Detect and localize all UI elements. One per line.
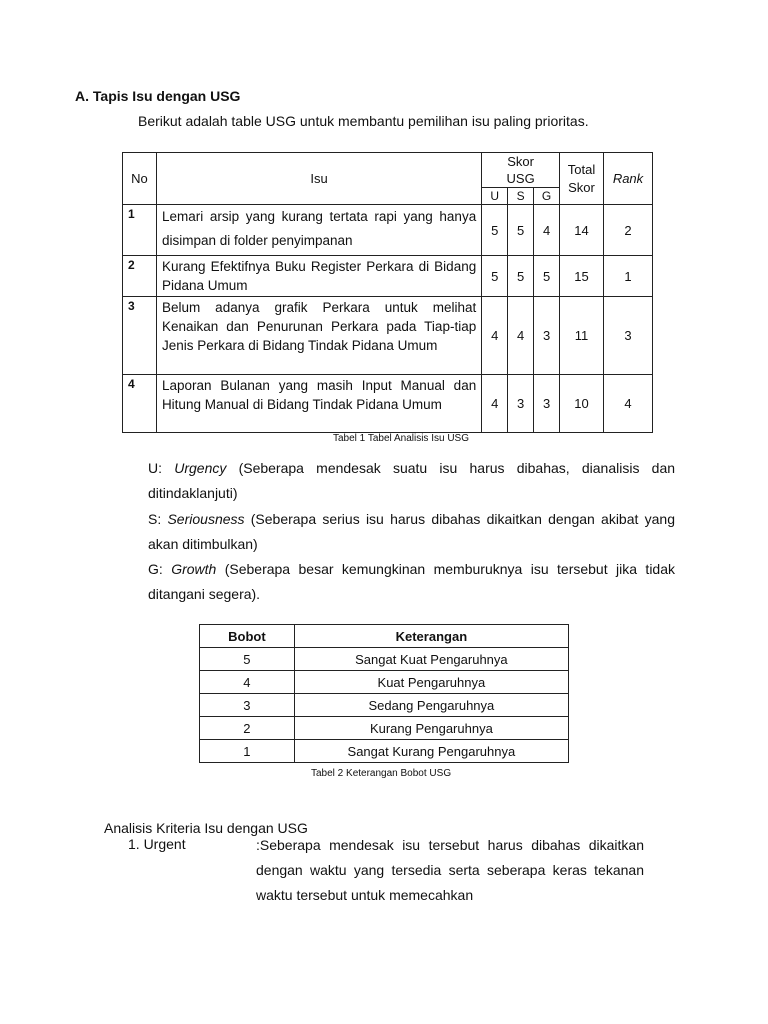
header-skor-usg-line1: Skor	[507, 154, 534, 169]
table-row	[123, 256, 653, 297]
table1-caption: Tabel 1 Tabel Analisis Isu USG	[333, 433, 470, 444]
row-u: 4	[482, 297, 508, 375]
definition-s-text: (Seberapa serius isu harus dibahas dikaitkan dengan akibat yang akan ditimbulkan)	[148, 511, 675, 552]
row-rank: 4	[603, 375, 652, 433]
header-rank	[603, 153, 652, 205]
row-u: 5	[482, 256, 508, 297]
row-rank: 3	[603, 297, 652, 375]
definition-u-term: Urgency	[174, 460, 227, 476]
header-total-line1: Total	[567, 161, 596, 177]
header-skor-usg	[482, 153, 560, 188]
analysis-item1-label: 1. Urgent	[128, 836, 186, 852]
row-u: 4	[482, 375, 508, 433]
definition-s-prefix: S:	[148, 511, 162, 527]
header-rank-text: Rank	[612, 171, 644, 186]
row-isu: Kurang Efektifnya Buku Register Perkara di Bidang Pidana Umum	[156, 256, 481, 297]
row-no: 1	[123, 205, 157, 256]
row-isu: Lemari arsip yang kurang tertata rapi yang hanya disimpan di folder penyimpanan	[156, 205, 481, 256]
row-total: 11	[560, 297, 604, 375]
table-row	[123, 205, 653, 256]
row-total: 15	[560, 256, 604, 297]
section-heading: A. Tapis Isu dengan USG	[75, 88, 241, 104]
header-bobot: Bobot	[200, 625, 295, 648]
table2-caption: Tabel 2 Keterangan Bobot USG	[311, 768, 452, 779]
row-s: 4	[508, 297, 534, 375]
keterangan-value: Sangat Kurang Pengaruhnya	[294, 740, 568, 763]
header-isu: Isu	[156, 153, 481, 205]
header-no: No	[123, 153, 157, 205]
row-s: 5	[508, 205, 534, 256]
keterangan-value: Kuat Pengaruhnya	[294, 671, 568, 694]
header-u: U	[482, 188, 508, 205]
table-row	[200, 648, 569, 671]
header-keterangan: Keterangan	[294, 625, 568, 648]
row-total: 10	[560, 375, 604, 433]
bobot-value: 3	[200, 694, 295, 717]
bobot-value: 5	[200, 648, 295, 671]
row-s: 3	[508, 375, 534, 433]
row-isu: Belum adanya grafik Perkara untuk melihat Kenaikan dan Penurunan Perkara pada Tiap-tiap Jenis Perkara di Bidang Tindak Pidana Umum	[156, 297, 481, 375]
table-row	[200, 740, 569, 763]
header-total-skor	[560, 153, 604, 205]
definition-g-text: (Seberapa besar kemungkinan memburuknya isu tersebut jika tidak ditangani segera).	[148, 561, 675, 602]
section-intro: Berikut adalah table USG untuk membantu pemilihan isu paling prioritas.	[138, 113, 589, 129]
analysis-item1-text: :Seberapa mendesak isu tersebut harus dibahas dikaitkan dengan waktu yang tersedia serta seberapa keras tekanan waktu tersebut untuk memecahkan	[256, 837, 644, 903]
definition-seriousness	[148, 507, 675, 557]
keterangan-value: Kurang Pengaruhnya	[294, 717, 568, 740]
bobot-value: 4	[200, 671, 295, 694]
table-row	[123, 375, 653, 433]
row-g: 3	[534, 375, 560, 433]
definition-growth	[148, 557, 675, 607]
row-no: 3	[123, 297, 157, 375]
table-row	[200, 717, 569, 740]
definition-s-term: Seriousness	[167, 511, 245, 527]
row-isu: Laporan Bulanan yang masih Input Manual dan Hitung Manual di Bidang Tindak Pidana Umum	[156, 375, 481, 433]
row-g: 3	[534, 297, 560, 375]
row-g: 4	[534, 205, 560, 256]
bobot-table	[199, 624, 569, 763]
definition-u-prefix: U:	[148, 460, 162, 476]
row-no: 2	[123, 256, 157, 297]
header-g: G	[534, 188, 560, 205]
row-total: 14	[560, 205, 604, 256]
table-row	[200, 694, 569, 717]
row-g: 5	[534, 256, 560, 297]
row-rank: 1	[603, 256, 652, 297]
header-skor-usg-line2: USG	[506, 171, 535, 186]
header-s: S	[508, 188, 534, 205]
table-row	[200, 671, 569, 694]
keterangan-value: Sangat Kuat Pengaruhnya	[294, 648, 568, 671]
definition-g-prefix: G:	[148, 561, 163, 577]
header-total-line2: Skor	[568, 179, 595, 195]
row-u: 5	[482, 205, 508, 256]
definition-u-text: (Seberapa mendesak suatu isu harus dibahas, dianalisis dan ditindaklanjuti)	[148, 460, 676, 501]
table-row	[123, 297, 653, 375]
bobot-value: 2	[200, 717, 295, 740]
row-s: 5	[508, 256, 534, 297]
usg-analysis-table	[122, 152, 653, 433]
definition-urgency	[148, 456, 675, 506]
bobot-value: 1	[200, 740, 295, 763]
row-no: 4	[123, 375, 157, 433]
row-rank: 2	[603, 205, 652, 256]
analysis-heading: Analisis Kriteria Isu dengan USG	[104, 820, 308, 836]
definition-g-term: Growth	[171, 561, 217, 577]
keterangan-value: Sedang Pengaruhnya	[294, 694, 568, 717]
